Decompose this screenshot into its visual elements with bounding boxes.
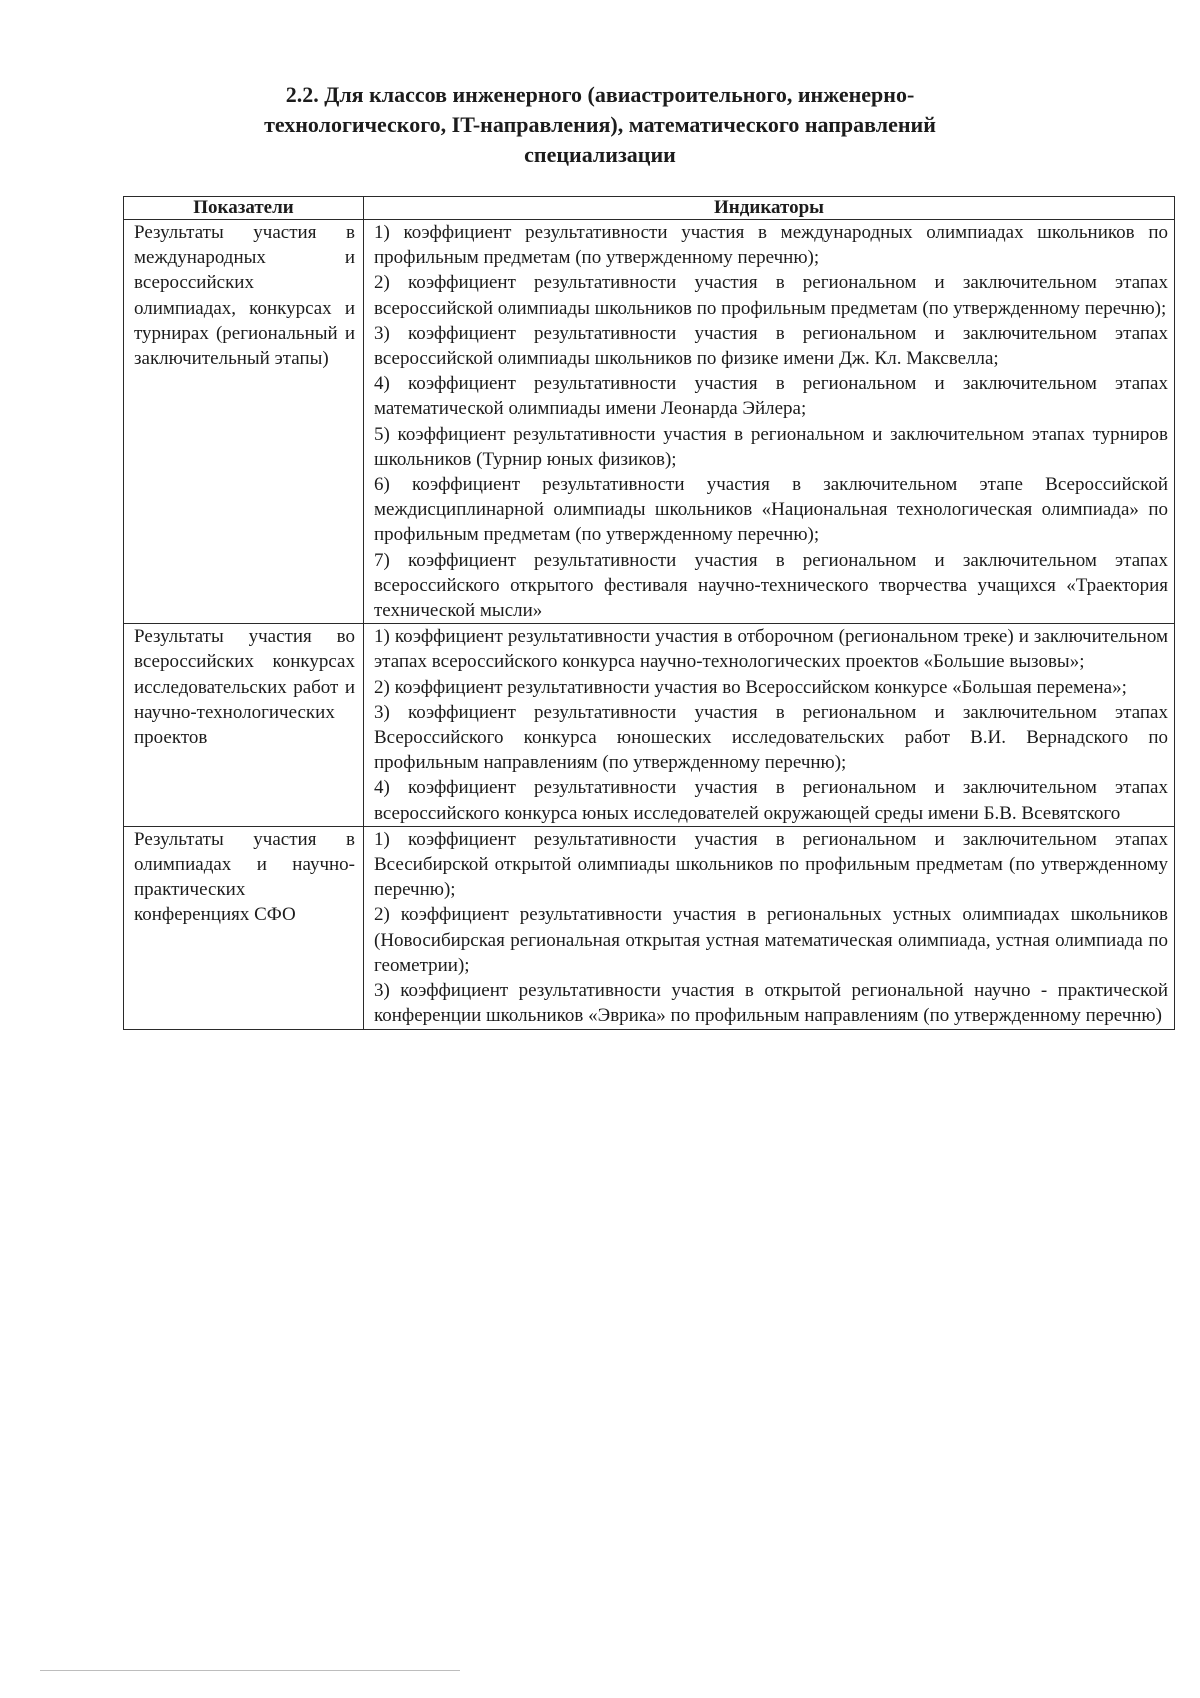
indicator-name: Результаты участия во всероссийских конкурсах исследовательских работ и научно-технологических проектов bbox=[124, 624, 364, 827]
list-item: 6) коэффициент результативности участия в заключительном этапе Всероссийской междисциплинарной олимпиады школьников «Национальная технологическая олимпиада» по профильным предметам (по утвержденному перечню); bbox=[374, 474, 1168, 546]
list-item: 4) коэффициент результативности участия в региональном и заключительном этапах всероссийского конкурса юных исследователей окружающей среды имени Б.В. Всевятского bbox=[374, 777, 1168, 824]
column-header-indicators: Показатели bbox=[124, 197, 364, 220]
list-item: 3) коэффициент результативности участия в открытой региональной научно - практической конференции школьников «Эврика» по профильным направлениям (по утвержденному перечню) bbox=[374, 980, 1168, 1027]
list-item: 7) коэффициент результативности участия в региональном и заключительном этапах всероссийского открытого фестиваля научно-технического творчества учащихся «Траектория технической мысли» bbox=[374, 549, 1168, 622]
list-item: 4) коэффициент результативности участия в региональном и заключительном этапах математической олимпиады имени Леонарда Эйлера; bbox=[374, 373, 1168, 420]
list-item: 1) коэффициент результативности участия в отборочном (региональном треке) и заключительном этапах всероссийского конкурса научно-технологических проектов «Большие вызовы»; bbox=[374, 626, 1168, 673]
indicator-name: Результаты участия в международных и всероссийских олимпиадах, конкурсах и турнирах (региональный и заключительный этапы) bbox=[124, 220, 364, 624]
table-header-row bbox=[124, 197, 1175, 220]
list-item: 2) коэффициент результативности участия в региональных устных олимпиадах школьников (Новосибирская региональная открытая устная математическая олимпиада, устная олимпиада по геометрии); bbox=[374, 904, 1168, 976]
table-row bbox=[124, 826, 1175, 1029]
indicator-list bbox=[364, 624, 1175, 827]
indicator-list bbox=[364, 826, 1175, 1029]
indicator-list bbox=[364, 220, 1175, 624]
list-item: 3) коэффициент результативности участия в региональном и заключительном этапах Всероссийского конкурса юношеских исследовательских работ В.И. Вернадского по профильным направлениям (по утвержденному перечню); bbox=[374, 701, 1168, 774]
page-title bbox=[150, 80, 1050, 170]
list-item: 1) коэффициент результативности участия в международных олимпиадах школьников по профильным предметам (по утвержденному перечню); bbox=[374, 222, 1168, 269]
list-item: 5) коэффициент результативности участия в региональном и заключительном этапах турниров школьников (Турнир юных физиков); bbox=[374, 423, 1168, 470]
table-row bbox=[124, 624, 1175, 827]
list-item: 3) коэффициент результативности участия в региональном и заключительном этапах всероссийской олимпиады школьников по физике имени Дж. Кл. Максвелла; bbox=[374, 322, 1168, 370]
title-line-1: 2.2. Для классов инженерного (авиастроительного, инженерно- bbox=[285, 82, 915, 107]
list-item: 2) коэффициент результативности участия во Всероссийском конкурсе «Большая перемена»; bbox=[374, 676, 1127, 698]
list-item: 2) коэффициент результативности участия в региональном и заключительном этапах всероссийской олимпиады школьников по профильным предметам (по утвержденному перечню); bbox=[374, 272, 1168, 319]
indicator-name: Результаты участия в олимпиадах и научно-практических конференциях СФО bbox=[124, 826, 364, 1029]
title-line-2: технологического, IT-направления), математического направлений bbox=[264, 112, 936, 137]
criteria-table bbox=[123, 196, 1175, 1030]
page-divider bbox=[40, 1670, 460, 1671]
title-line-3: специализации bbox=[524, 142, 676, 167]
table-row bbox=[124, 220, 1175, 624]
column-header-metrics: Индикаторы bbox=[364, 197, 1175, 220]
list-item: 1) коэффициент результативности участия в региональном и заключительном этапах Всесибирской открытой олимпиады школьников по профильным предметам (по утвержденному перечню); bbox=[374, 828, 1168, 901]
